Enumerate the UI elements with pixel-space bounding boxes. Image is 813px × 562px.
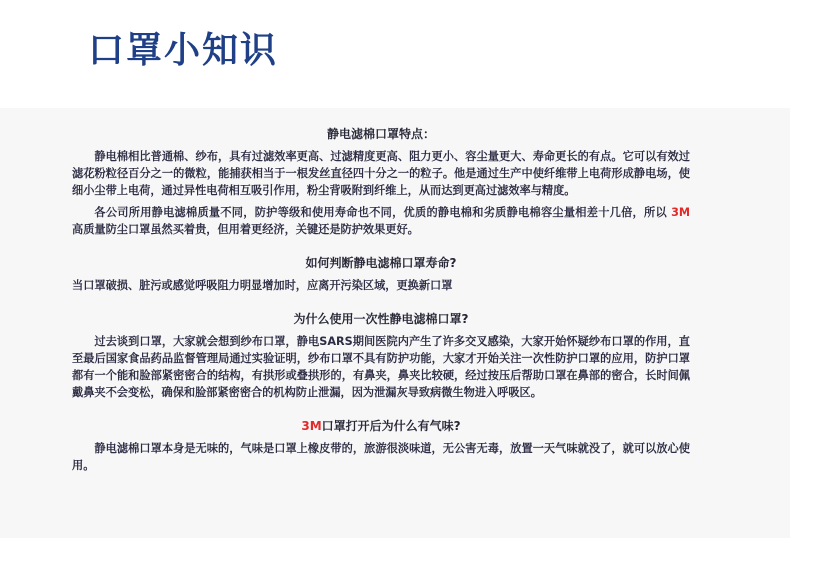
section-disposable	[72, 311, 690, 401]
paragraph: 静电滤棉口罩本身是无味的，气味是口罩上橡皮带的，旅游很淡味道，无公害无毒，放置一天气味就没了，就可以放心使用。	[72, 442, 690, 472]
section-heading: 为什么使用一次性静电滤棉口罩?	[293, 312, 469, 326]
text-span: 各公司所用静电滤棉质量不同，防护等级和使用寿命也不同，优质的静电棉和劣质静电棉容尘量相差十几倍，所以	[94, 206, 672, 219]
section-heading: 静电滤棉口罩特点：	[326, 127, 435, 141]
paragraph	[72, 204, 690, 238]
brand-highlight: 3M	[301, 419, 322, 433]
section-heading: 如何判断静电滤棉口罩寿命?	[305, 256, 457, 270]
section-lifespan	[72, 255, 690, 294]
section-electrostatic-features	[72, 126, 690, 238]
brand-highlight: 3M	[671, 206, 690, 219]
page-title: 口罩小知识	[88, 30, 279, 71]
paragraph: 过去谈到口罩，大家就会想到纱布口罩，静电SARS期间医院内产生了许多交叉感染，大家开始怀疑纱布口罩的作用，直至最后国家食品药品监督管理局通过实验证明，纱布口罩不具有防护功能，大家才开始关注一次性防护口罩的应用，防护口罩都有一个能和脸部紧密密合的结构，有拱形或叠拱形的，有鼻夹，鼻夹比较硬，经过按压后帮助口罩在鼻部的密合，长时间佩戴鼻夹不会变松，确保和脸部紧密密合的机构防止泄漏，因为泄漏灰导致病微生物进入呼吸区。	[72, 335, 690, 399]
text-span: 高质量防尘口罩虽然买着贵，但用着更经济，关键还是防护效果更好。	[72, 223, 419, 236]
paragraph: 当口罩破损、脏污或感觉呼吸阻力明显增加时，应离开污染区域，更换新口罩	[72, 279, 453, 292]
text-span: 口罩打开后为什么有气味?	[321, 419, 461, 433]
section-heading	[72, 418, 690, 435]
paragraph: 静电棉相比普通棉、纱布，具有过滤效率更高、过滤精度更高、阻力更小、容尘量更大、寿命更长的有点。它可以有效过滤花粉粒径百分之一的微粒，能捕获相当于一根发丝直径四十分之一的粒子。他是通过生产中使纤维带上电荷形成静电场，使细小尘带上电荷，通过异性电荷相互吸引作用，粉尘背吸附到纤维上，从而达到更高过滤效率与精度。	[72, 150, 690, 197]
section-odor	[72, 418, 690, 474]
article-body	[72, 126, 690, 479]
